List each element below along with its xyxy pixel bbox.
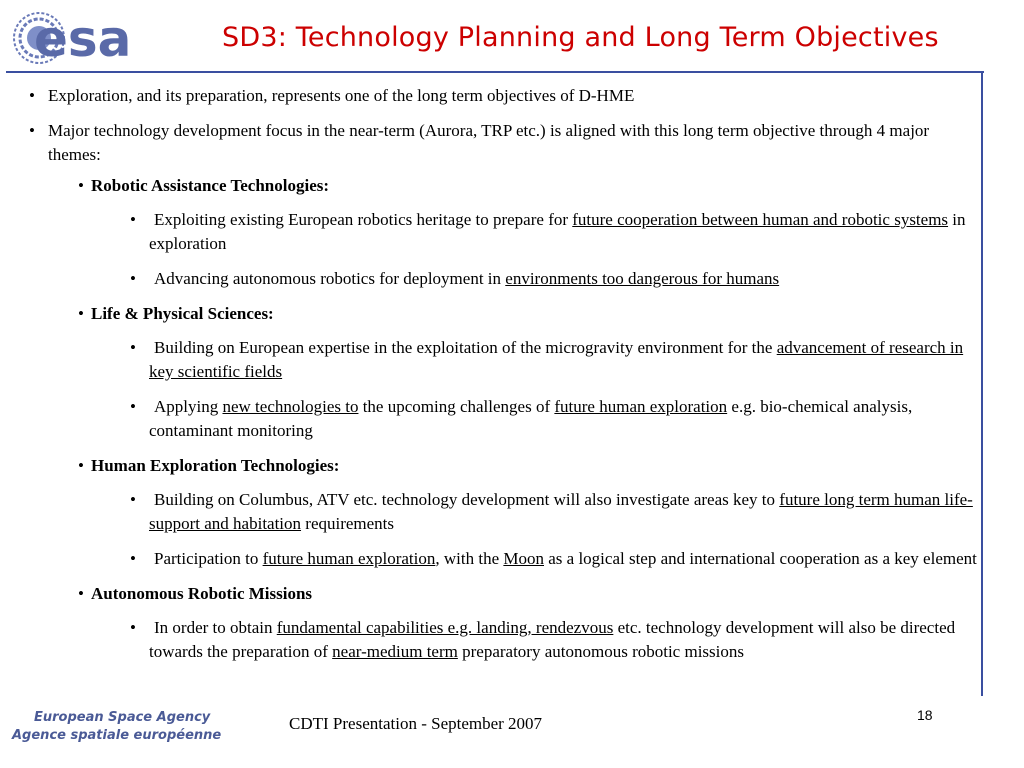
esa-logo: [6, 4, 196, 70]
underlined-phrase: future long term human life-support and habitation: [149, 490, 973, 533]
bullet-dot: •: [78, 584, 84, 603]
bullet-dot: •: [29, 86, 35, 105]
bullet: [0, 84, 948, 108]
header-rule: [6, 71, 984, 73]
bullet: [0, 119, 948, 167]
bullet-dot: •: [130, 490, 136, 509]
theme-heading: • Robotic Assistance Technologies:: [0, 174, 1000, 198]
bullet-text: Major technology development focus in the near-term (Aurora, TRP etc.) is aligned with this long term objective through 4 major themes:: [48, 121, 930, 164]
bullet-dot: •: [78, 456, 84, 475]
theme-item: • Applying new technologies to the upcoming challenges of future human exploration e.g. bio-chemical analysis, contaminant monitoring: [130, 397, 913, 440]
agency-wordmark: [10, 704, 222, 744]
bullet-dot: •: [130, 397, 136, 416]
svg-text:esa: esa: [34, 10, 132, 68]
bullet-dot: •: [130, 269, 136, 288]
theme-item: • In order to obtain fundamental capabilities e.g. landing, rendezvous etc. technology development will also be directed towards the preparation of near-medium term preparatory autonomous robotic missions: [130, 618, 956, 661]
underlined-phrase: environments too dangerous for humans: [505, 269, 780, 288]
underlined-phrase: new technologies to: [222, 397, 359, 416]
bullet-dot: •: [78, 176, 84, 195]
svg-text:Agence spatiale européenne: Agence spatiale européenne: [12, 728, 222, 743]
theme-heading: • Life & Physical Sciences:: [0, 302, 1000, 326]
underlined-phrase: near-medium term: [332, 642, 458, 661]
page-number: 18: [917, 707, 933, 723]
theme-item: • Advancing autonomous robotics for deployment in environments too dangerous for humans: [0, 267, 985, 291]
bullet-dot: •: [130, 618, 136, 637]
svg-text:European Space Agency: European Space Agency: [34, 710, 211, 725]
theme-heading: • Autonomous Robotic Missions: [0, 582, 1000, 606]
underlined-phrase: future human exploration: [554, 397, 728, 416]
theme-item: • Building on European expertise in the exploitation of the microgravity environment for the advancement of research in key scientific fields: [130, 338, 964, 381]
theme-item: • Participation to future human exploration, with the Moon as a logical step and international cooperation as a key element: [0, 547, 985, 571]
slide-body: [0, 84, 1000, 675]
bullet-dot: •: [130, 210, 136, 229]
footer-presentation: CDTI Presentation - September 2007: [289, 714, 543, 733]
theme-heading: • Human Exploration Technologies:: [0, 454, 1000, 478]
underlined-phrase: future cooperation between human and robotic systems: [572, 210, 949, 229]
bullet-dot: •: [29, 121, 35, 140]
bullet-dot: •: [130, 338, 136, 357]
bullet-dot: •: [78, 304, 84, 323]
underlined-phrase: fundamental capabilities e.g. landing, rendezvous: [276, 618, 614, 637]
underlined-phrase: future human exploration: [262, 549, 436, 568]
slide-title: SD3: Technology Planning and Long Term Objectives: [222, 22, 939, 53]
bullet-dot: •: [130, 549, 136, 568]
theme-item: • Building on Columbus, ATV etc. technology development will also investigate areas key to future long term human life-support and habitation requirements: [130, 490, 973, 533]
underlined-phrase: Moon: [503, 549, 544, 568]
underlined-phrase: advancement of research in key scientific fields: [149, 338, 964, 381]
bullet-text: Exploration, and its preparation, represents one of the long term objectives of D-HME: [48, 86, 635, 105]
theme-item: • Exploiting existing European robotics heritage to prepare for future cooperation between human and robotic systems in exploration: [130, 210, 966, 253]
